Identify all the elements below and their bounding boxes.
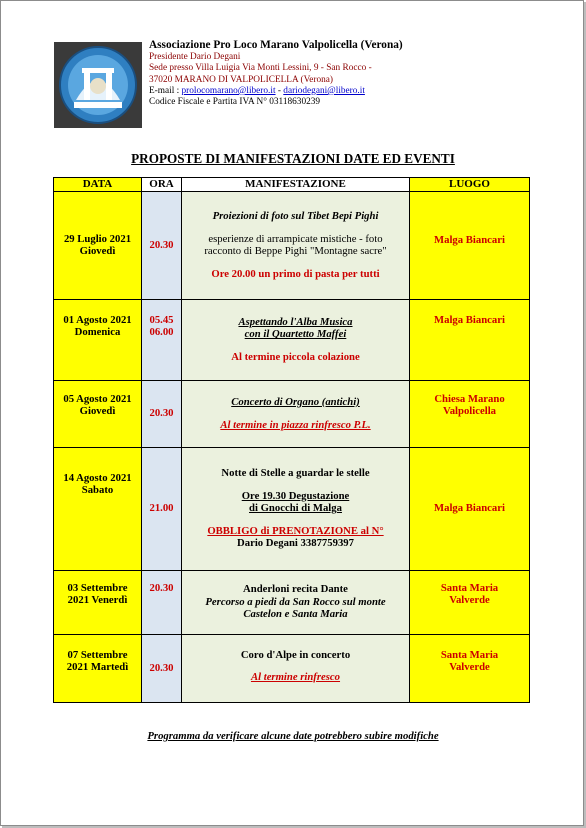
event-title: Aspettando l'Alba Musica [238, 315, 353, 328]
event-detail: Ore 19.30 Degustazione [241, 489, 350, 502]
table-header-row [54, 178, 530, 192]
weekday: Sabato [81, 484, 114, 496]
location-line-2: Valverde [449, 661, 490, 673]
date-line: 05 Agosto 2021 [63, 392, 132, 405]
event-date [54, 570, 142, 634]
weekday: Giovedì [79, 245, 116, 257]
date-line: 07 Settembre [67, 648, 128, 661]
date-line: 03 Settembre [67, 581, 128, 594]
event-detail: di Gnocchi di Malga [249, 502, 342, 515]
events-table [53, 177, 530, 703]
header-data: DATA [54, 178, 142, 192]
event-time: 20.30 [142, 380, 182, 447]
event-detail: Percorso a piedi da San Rocco sul monte [205, 595, 386, 608]
event-location [410, 634, 530, 702]
event-title: Concerto di Organo (antichi) [231, 396, 360, 408]
event-date [54, 191, 142, 299]
event-title: Proiezioni di foto sul Tibet Bepi Pighi [212, 210, 379, 222]
location-line-2: Valpolicella [442, 405, 497, 417]
table-row [54, 191, 530, 299]
event-date [54, 380, 142, 447]
email-line [149, 86, 403, 97]
event-date [54, 447, 142, 570]
table-row [54, 299, 530, 380]
table-row [54, 380, 530, 447]
event-title-2: con il Quartetto Maffei [244, 328, 347, 341]
header-manifestazione: MANIFESTAZIONE [182, 178, 410, 192]
event-time: 20.30 [142, 191, 182, 299]
event-detail: racconto di Beppe Pighi "Montagne sacre" [204, 245, 387, 257]
table-row [54, 570, 530, 634]
date-line: 01 Agosto 2021 [63, 313, 132, 326]
booking-contact: Dario Degani 3387759397 [237, 537, 354, 550]
address-line-2: 37020 MARANO DI VALPOLICELLA (Verona) [149, 74, 334, 85]
weekday: 2021 Venerdì [67, 594, 128, 606]
header-luogo: LUOGO [410, 178, 530, 192]
event-description [182, 380, 410, 447]
event-time: 20.30 [142, 634, 182, 702]
location-line-1: Santa Maria [440, 581, 499, 594]
event-note: Al termine in piazza rinfresco P.L. [220, 418, 371, 431]
event-location [410, 380, 530, 447]
tax-code: Codice Fiscale e Partita IVA N° 03118630239 [149, 97, 321, 108]
date-line: 29 Luglio 2021 [63, 232, 132, 245]
email-separator: - [275, 85, 284, 96]
time-end: 06.00 [149, 326, 174, 338]
org-name: Associazione Pro Loco Marano Valpolicella (Verona) [149, 39, 403, 51]
president-line: Presidente Dario Degani [149, 52, 241, 62]
weekday: Giovedì [79, 405, 116, 417]
email-label: E-mail : [149, 85, 182, 96]
event-date [54, 299, 142, 380]
weekday: Domenica [74, 326, 121, 338]
event-detail: Castelon e Santa Maria [243, 608, 348, 621]
time-start: 05.45 [149, 313, 174, 326]
date-line: 14 Agosto 2021 [63, 471, 132, 484]
event-time [142, 299, 182, 380]
event-note: Ore 20.00 un primo di pasta per tutti [211, 267, 380, 280]
event-title: Anderloni recita Dante [243, 583, 348, 596]
email-link-prolocomarano[interactable]: prolocomarano@libero.it [181, 85, 276, 96]
header-ora: ORA [142, 178, 182, 192]
pro-loco-logo [54, 42, 142, 128]
weekday: 2021 Martedì [66, 661, 129, 673]
event-title: Coro d'Alpe in concerto [240, 648, 351, 661]
location-line-2: Valverde [449, 594, 490, 606]
event-time: 21.00 [142, 447, 182, 570]
event-title: Notte di Stelle a guardar le stelle [221, 467, 370, 480]
event-location: Malga Biancari [410, 299, 530, 380]
event-location [410, 570, 530, 634]
event-note: Al termine piccola colazione [231, 350, 360, 363]
event-location: Malga Biancari [410, 191, 530, 299]
location-line-1: Chiesa Marano [434, 392, 505, 405]
table-row [54, 447, 530, 570]
event-description [182, 191, 410, 299]
event-location: Malga Biancari [410, 447, 530, 570]
event-time: 20.30 [142, 570, 182, 634]
address-line-1: Sede presso Villa Luigia Via Monti Lessini, 9 - San Rocco - [149, 63, 372, 74]
event-description [182, 634, 410, 702]
event-description [182, 299, 410, 380]
event-detail: esperienze di arrampicate mistiche - foto [208, 232, 383, 245]
event-date [54, 634, 142, 702]
table-row [54, 634, 530, 702]
location-line-1: Santa Maria [440, 648, 499, 661]
footer-note: Programma da verificare alcune date potrebbero subire modifiche [147, 730, 439, 742]
document-title: PROPOSTE DI MANIFESTAZIONI DATE ED EVENTI [131, 151, 455, 166]
email-link-dariodegani[interactable]: dariodegani@libero.it [283, 85, 365, 96]
event-description [182, 447, 410, 570]
event-note: Al termine rinfresco [250, 671, 341, 683]
event-description [182, 570, 410, 634]
association-header [149, 39, 403, 108]
booking-required: OBBLIGO di PRENOTAZIONE al N° [207, 524, 384, 537]
